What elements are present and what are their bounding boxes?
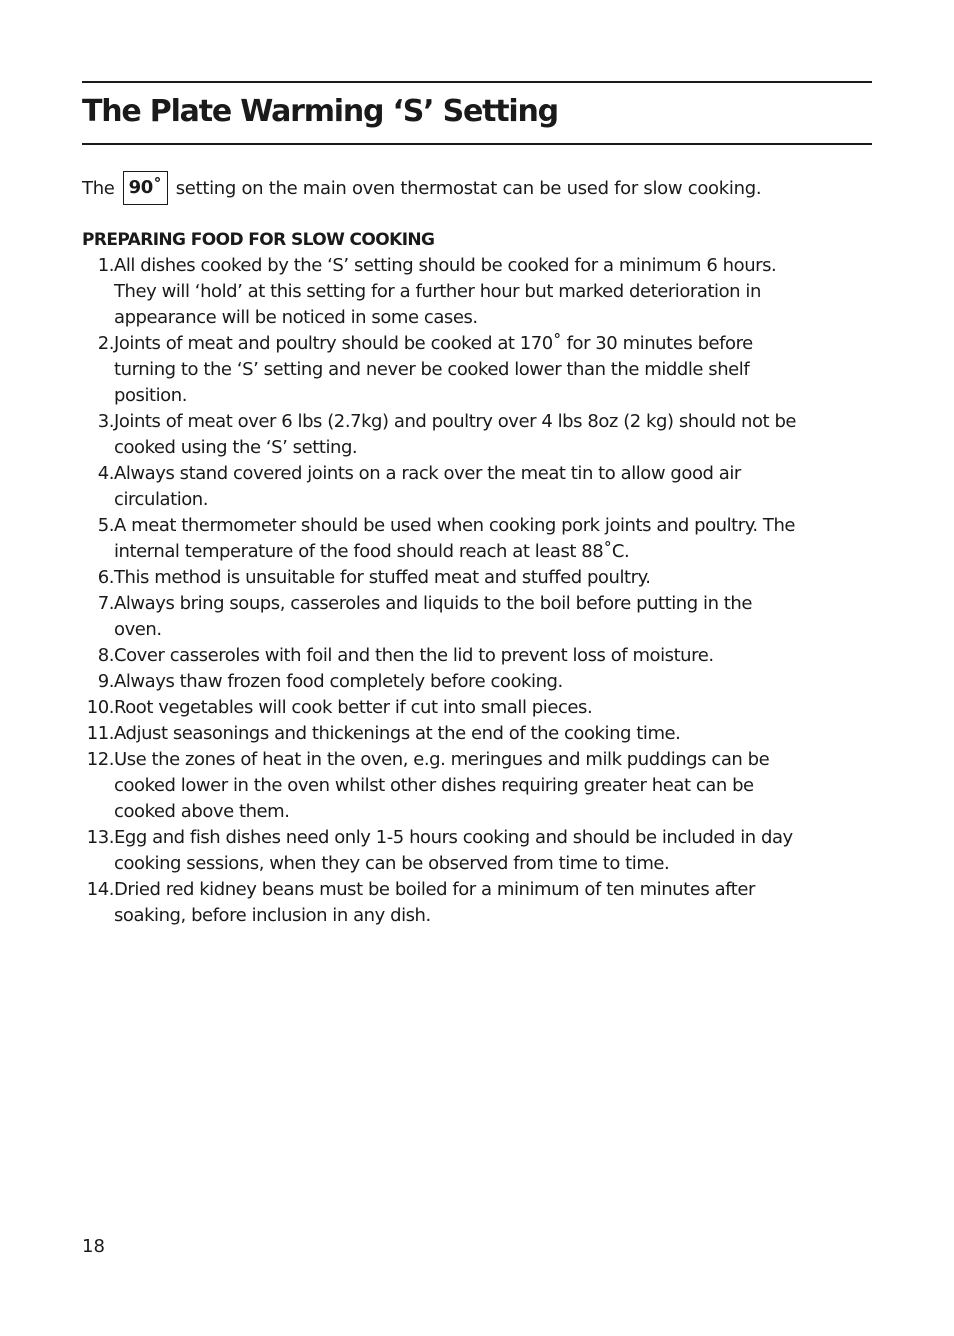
step-text: Egg and fish dishes need only 1-5 hours cooking and should be included in day cooking sessions, when they can be observed from time to time. bbox=[114, 827, 793, 874]
step-text: All dishes cooked by the ‘S’ setting should be cooked for a minimum 6 hours. They will ‘hold’ at this setting for a further hour but marked deterioration in appearance will be noticed in some cases. bbox=[114, 255, 777, 328]
step-number: 8. bbox=[97, 645, 114, 666]
step-number: 14. bbox=[86, 879, 114, 900]
step-text: This method is unsuitable for stuffed meat and stuffed poultry. bbox=[114, 567, 651, 588]
step-text: Always stand covered joints on a rack over the meat tin to allow good air circulation. bbox=[114, 463, 741, 510]
step-number: 11. bbox=[86, 723, 114, 744]
list-item bbox=[82, 409, 802, 461]
step-number: 9. bbox=[97, 671, 114, 692]
list-item bbox=[82, 877, 802, 929]
step-text: Always thaw frozen food completely before cooking. bbox=[114, 671, 563, 692]
page-number: 18 bbox=[82, 1236, 105, 1257]
list-item bbox=[82, 513, 802, 565]
intro-paragraph bbox=[82, 171, 761, 205]
title-bottom-rule bbox=[82, 143, 872, 145]
list-item bbox=[82, 253, 802, 331]
page-title: The Plate Warming ‘S’ Setting bbox=[82, 94, 558, 129]
step-text: A meat thermometer should be used when cooking pork joints and poultry. The internal temperature of the food should reach at least 88˚C. bbox=[114, 515, 796, 562]
step-number: 2. bbox=[97, 333, 114, 354]
step-number: 13. bbox=[86, 827, 114, 848]
step-text: Cover casseroles with foil and then the lid to prevent loss of moisture. bbox=[114, 645, 714, 666]
step-number: 6. bbox=[97, 567, 114, 588]
slow-cooking-steps-list bbox=[82, 253, 802, 929]
list-item bbox=[82, 461, 802, 513]
list-item bbox=[82, 721, 802, 747]
list-item bbox=[82, 695, 802, 721]
list-item bbox=[82, 591, 802, 643]
step-text: Joints of meat and poultry should be cooked at 170˚ for 30 minutes before turning to the ‘S’ setting and never be cooked lower than the middle shelf position. bbox=[114, 333, 753, 406]
step-number: 12. bbox=[86, 749, 114, 770]
step-text: Joints of meat over 6 lbs (2.7kg) and poultry over 4 lbs 8oz (2 kg) should not be cooked using the ‘S’ setting. bbox=[114, 411, 797, 458]
thermostat-setting-badge: 90˚ bbox=[123, 171, 168, 205]
list-item bbox=[82, 825, 802, 877]
step-number: 1. bbox=[97, 255, 114, 276]
title-top-rule bbox=[82, 81, 872, 83]
step-number: 7. bbox=[97, 593, 114, 614]
step-text: Always bring soups, casseroles and liquids to the boil before putting in the oven. bbox=[114, 593, 752, 640]
list-item bbox=[82, 669, 802, 695]
intro-text-after: setting on the main oven thermostat can be used for slow cooking. bbox=[175, 177, 762, 199]
step-text: Use the zones of heat in the oven, e.g. meringues and milk puddings can be cooked lower in the oven whilst other dishes requiring greater heat can be cooked above them. bbox=[114, 749, 770, 822]
step-number: 4. bbox=[97, 463, 114, 484]
step-text: Dried red kidney beans must be boiled for a minimum of ten minutes after soaking, before inclusion in any dish. bbox=[114, 879, 755, 926]
list-item bbox=[82, 565, 802, 591]
step-text: Adjust seasonings and thickenings at the end of the cooking time. bbox=[114, 723, 681, 744]
list-item bbox=[82, 643, 802, 669]
section-heading: PREPARING FOOD FOR SLOW COOKING bbox=[82, 230, 435, 250]
list-item bbox=[82, 331, 802, 409]
intro-text-before: The bbox=[82, 177, 115, 199]
step-number: 10. bbox=[86, 697, 114, 718]
step-number: 5. bbox=[97, 515, 114, 536]
step-number: 3. bbox=[97, 411, 114, 432]
list-item bbox=[82, 747, 802, 825]
step-text: Root vegetables will cook better if cut into small pieces. bbox=[114, 697, 593, 718]
